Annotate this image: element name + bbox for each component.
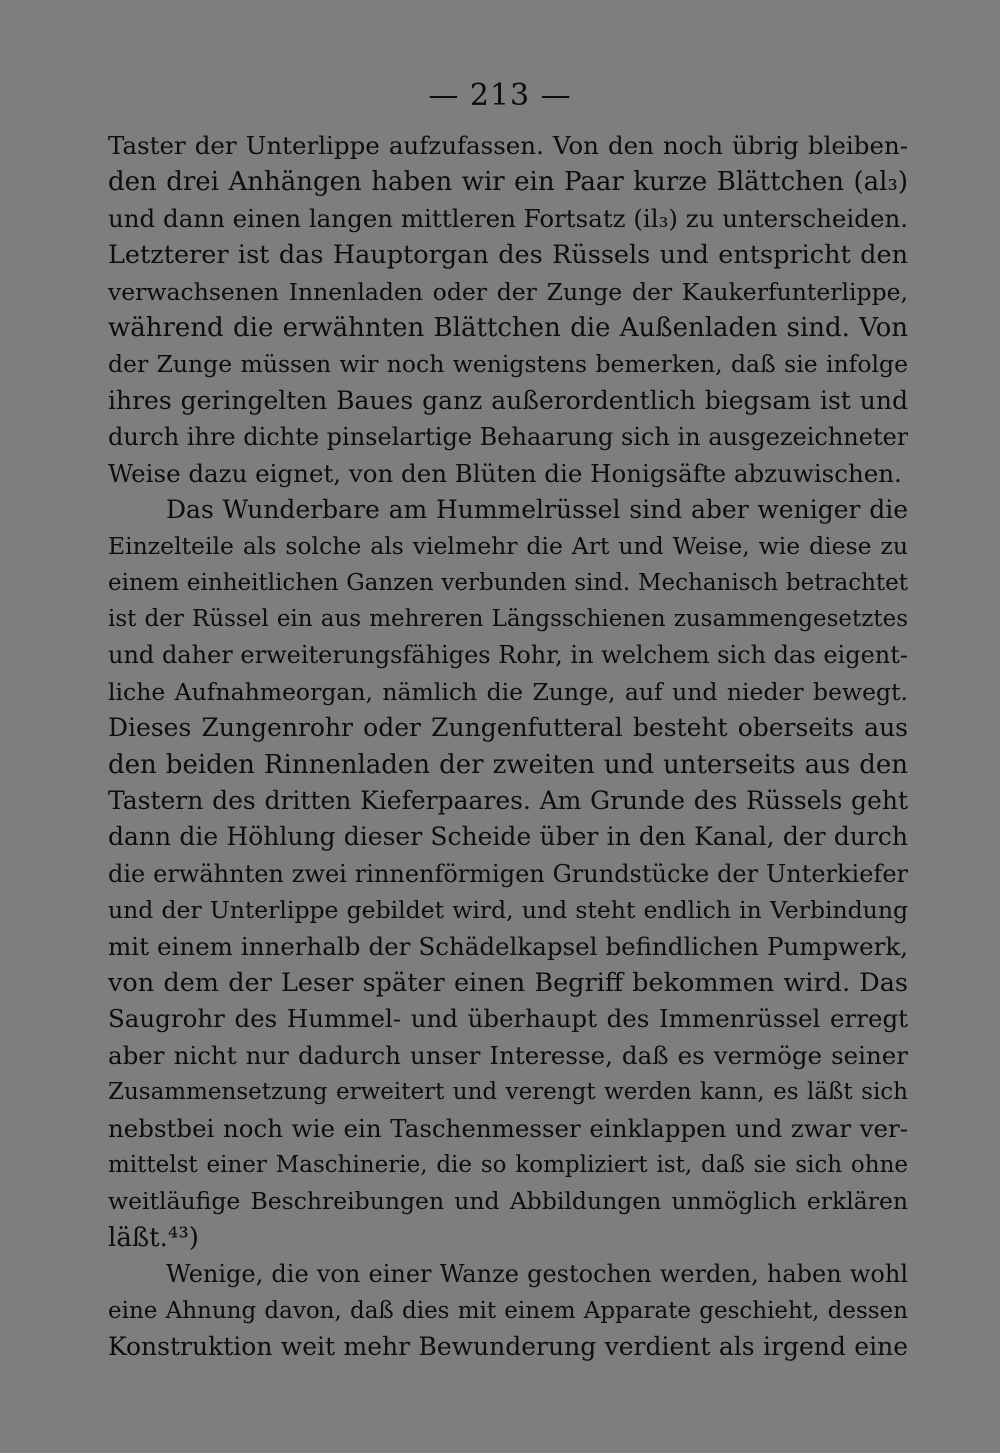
text-line: Das Wunderbare am Hummelrüssel sind aber weniger die	[166, 494, 908, 524]
text-line: durch ihre dichte pinselartige Behaarung sich in ausgezeichneter	[108, 423, 908, 452]
text-line: den drei Anhängen haben wir ein Paar kurze Blättchen (al₃)	[108, 167, 908, 198]
body-text	[108, 128, 908, 1365]
text-line: Weise dazu eignet, von den Blüten die Honigsäfte abzuwischen.	[108, 458, 902, 488]
text-line: die erwähnten zwei rinnenförmigen Grundstücke der Unterkiefer	[108, 859, 908, 888]
text-line: verwachsenen Innenladen oder der Zunge der Kaukerfunterlippe,	[108, 277, 908, 306]
text-line: ihres geringelten Baues ganz außerordentlich biegsam ist und	[108, 385, 908, 415]
text-line: und dann einen langen mittleren Fortsatz (il₃) zu unterscheiden.	[108, 203, 908, 233]
text-line: nebstbei noch wie ein Taschenmesser einklappen und zwar ver-	[108, 1113, 908, 1143]
text-line: ist der Rüssel ein aus mehreren Längsschienen zusammengesetztes	[108, 606, 908, 633]
text-line: den beiden Rinnenladen der zweiten und unterseits aus den	[108, 749, 908, 780]
text-line: mittelst einer Maschinerie, die so kompliziert ist, daß sie sich ohne	[108, 1151, 908, 1178]
text-line: und der Unterlippe gebildet wird, und steht endlich in Verbindung	[108, 896, 908, 925]
text-line: von dem der Leser später einen Begriff bekommen wird. Das	[108, 967, 908, 998]
text-line: eine Ahnung davon, daß dies mit einem Apparate geschieht, dessen	[108, 1297, 908, 1324]
text-line: dann die Höhlung dieser Scheide über in den Kanal, der durch	[108, 822, 908, 852]
text-line: der Zunge müssen wir noch wenigstens bemerken, daß sie infolge	[108, 350, 908, 379]
text-line: und daher erweiterungsfähiges Rohr, in welchem sich das eigent-	[108, 641, 908, 670]
text-line: einem einheitlichen Ganzen verbunden sind. Mechanisch betrachtet	[108, 569, 908, 596]
text-line: aber nicht nur dadurch unser Interesse, daß es vermöge seiner	[108, 1040, 908, 1070]
text-line: mit einem innerhalb der Schädelkapsel befindlichen Pumpwerk,	[108, 931, 908, 961]
text-line: läßt.⁴³)	[108, 1222, 199, 1253]
text-line: Taster der Unterlippe aufzufassen. Von den noch übrig bleiben-	[108, 131, 908, 160]
text-line: Einzelteile als solche als vielmehr die Art und Weise, wie diese zu	[108, 532, 908, 561]
text-line: Saugrohr des Hummel- und überhaupt des Immenrüssel erregt	[108, 1004, 908, 1034]
text-line: Tastern des dritten Kieferpaares. Am Grunde des Rüssels geht	[108, 786, 908, 816]
text-line: weitläufige Beschreibungen und Abbildungen unmöglich erklären	[108, 1187, 908, 1216]
text-line: Konstruktion weit mehr Bewunderung verdient als irgend eine	[108, 1331, 908, 1361]
page-number: — 213 —	[428, 78, 572, 113]
text-line: Wenige, die von einer Wanze gestochen werden, haben wohl	[166, 1260, 908, 1289]
text-line: Letzterer ist das Hauptorgan des Rüssels und entspricht den	[108, 240, 908, 271]
text-line: Dieses Zungenrohr oder Zungenfutteral besteht oberseits aus	[108, 713, 908, 743]
text-line: liche Aufnahmeorgan, nämlich die Zunge, auf und nieder bewegt.	[108, 677, 908, 706]
text-line: Zusammensetzung erweitert und verengt werden kann, es läßt sich	[108, 1079, 908, 1106]
text-line: während die erwähnten Blättchen die Außenladen sind. Von	[108, 312, 908, 343]
